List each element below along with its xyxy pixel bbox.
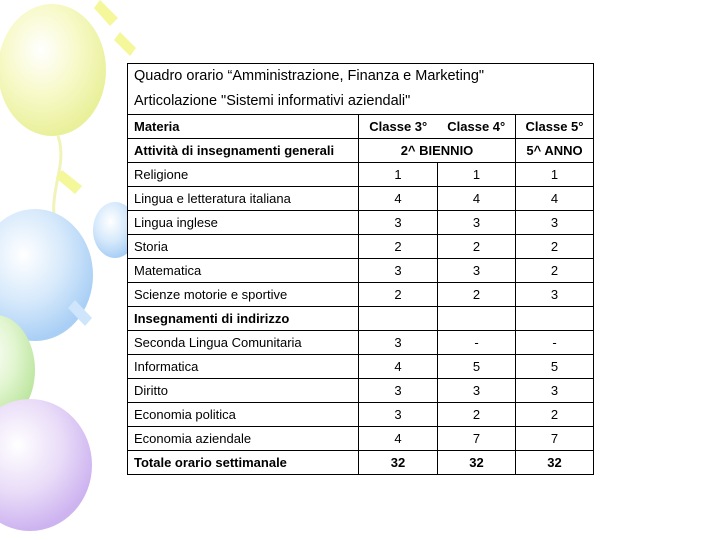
hours-class-4: 3 xyxy=(438,259,516,283)
column-header-row xyxy=(128,115,594,139)
hours-class-3: 2 xyxy=(359,283,438,307)
table-row xyxy=(128,163,594,187)
column-header-class-5: Classe 5° xyxy=(516,115,594,139)
hours-class-3: 3 xyxy=(359,379,438,403)
hours-class-3: 3 xyxy=(359,259,438,283)
subject-cell: Economia politica xyxy=(128,403,359,427)
hours-class-4: 5 xyxy=(438,355,516,379)
hours-class-3: 3 xyxy=(359,211,438,235)
table-row xyxy=(128,427,594,451)
total-class-5: 32 xyxy=(516,451,594,475)
subject-cell: Diritto xyxy=(128,379,359,403)
hours-class-5: 2 xyxy=(516,403,594,427)
column-header-subject: Materia xyxy=(128,115,359,139)
balloon-blue-middle xyxy=(0,209,93,341)
section-general-label: Attività di insegnamenti generali xyxy=(128,139,359,163)
hours-class-5: 3 xyxy=(516,379,594,403)
hours-class-5: 4 xyxy=(516,187,594,211)
hours-class-3: 1 xyxy=(359,163,438,187)
subject-cell: Storia xyxy=(128,235,359,259)
schedule-table xyxy=(127,63,594,475)
section-specific-label: Insegnamenti di indirizzo xyxy=(128,307,359,331)
subject-cell: Matematica xyxy=(128,259,359,283)
hours-class-3: 3 xyxy=(359,331,438,355)
subject-cell: Religione xyxy=(128,163,359,187)
column-header-class-4: Classe 4° xyxy=(438,115,516,139)
empty-cell xyxy=(359,307,438,331)
hours-class-3: 4 xyxy=(359,427,438,451)
balloon-purple-bottom xyxy=(0,399,92,531)
page-title: Quadro orario “Amministrazione, Finanza e Marketing" xyxy=(128,64,594,90)
subject-cell: Informatica xyxy=(128,355,359,379)
hours-class-5: 5 xyxy=(516,355,594,379)
table-row xyxy=(128,403,594,427)
hours-class-5: 7 xyxy=(516,427,594,451)
subject-cell: Lingua e letteratura italiana xyxy=(128,187,359,211)
schedule-sheet xyxy=(127,63,593,478)
hours-class-5: 2 xyxy=(516,259,594,283)
biennio-label: 2^ BIENNIO xyxy=(359,139,516,163)
section-general-row xyxy=(128,139,594,163)
hours-class-3: 2 xyxy=(359,235,438,259)
anno-label: 5^ ANNO xyxy=(516,139,594,163)
subject-cell: Seconda Lingua Comunitaria xyxy=(128,331,359,355)
hours-class-5: 2 xyxy=(516,235,594,259)
hours-class-5: 1 xyxy=(516,163,594,187)
hours-class-4: 1 xyxy=(438,163,516,187)
title-row xyxy=(128,64,594,90)
subject-cell: Economia aziendale xyxy=(128,427,359,451)
hours-class-4: - xyxy=(438,331,516,355)
page-subtitle: Articolazione "Sistemi informativi aziendali" xyxy=(128,89,594,115)
table-row xyxy=(128,187,594,211)
balloon-yellow-top xyxy=(0,4,106,136)
hours-class-5: - xyxy=(516,331,594,355)
section-specific-row xyxy=(128,307,594,331)
hours-class-3: 4 xyxy=(359,187,438,211)
hours-class-5: 3 xyxy=(516,211,594,235)
empty-cell xyxy=(438,307,516,331)
subject-cell: Scienze motorie e sportive xyxy=(128,283,359,307)
table-row xyxy=(128,283,594,307)
hours-class-4: 2 xyxy=(438,235,516,259)
hours-class-4: 3 xyxy=(438,211,516,235)
total-row xyxy=(128,451,594,475)
table-row xyxy=(128,379,594,403)
hours-class-4: 7 xyxy=(438,427,516,451)
hours-class-4: 3 xyxy=(438,379,516,403)
hours-class-4: 2 xyxy=(438,283,516,307)
hours-class-3: 4 xyxy=(359,355,438,379)
hours-class-5: 3 xyxy=(516,283,594,307)
hours-class-4: 4 xyxy=(438,187,516,211)
column-header-class-3: Classe 3° xyxy=(359,115,438,139)
table-row xyxy=(128,211,594,235)
hours-class-4: 2 xyxy=(438,403,516,427)
total-class-4: 32 xyxy=(438,451,516,475)
table-row xyxy=(128,259,594,283)
subject-cell: Lingua inglese xyxy=(128,211,359,235)
table-row xyxy=(128,355,594,379)
empty-cell xyxy=(516,307,594,331)
total-label: Totale orario settimanale xyxy=(128,451,359,475)
subtitle-row xyxy=(128,89,594,115)
table-row xyxy=(128,235,594,259)
hours-class-3: 3 xyxy=(359,403,438,427)
total-class-3: 32 xyxy=(359,451,438,475)
table-row xyxy=(128,331,594,355)
